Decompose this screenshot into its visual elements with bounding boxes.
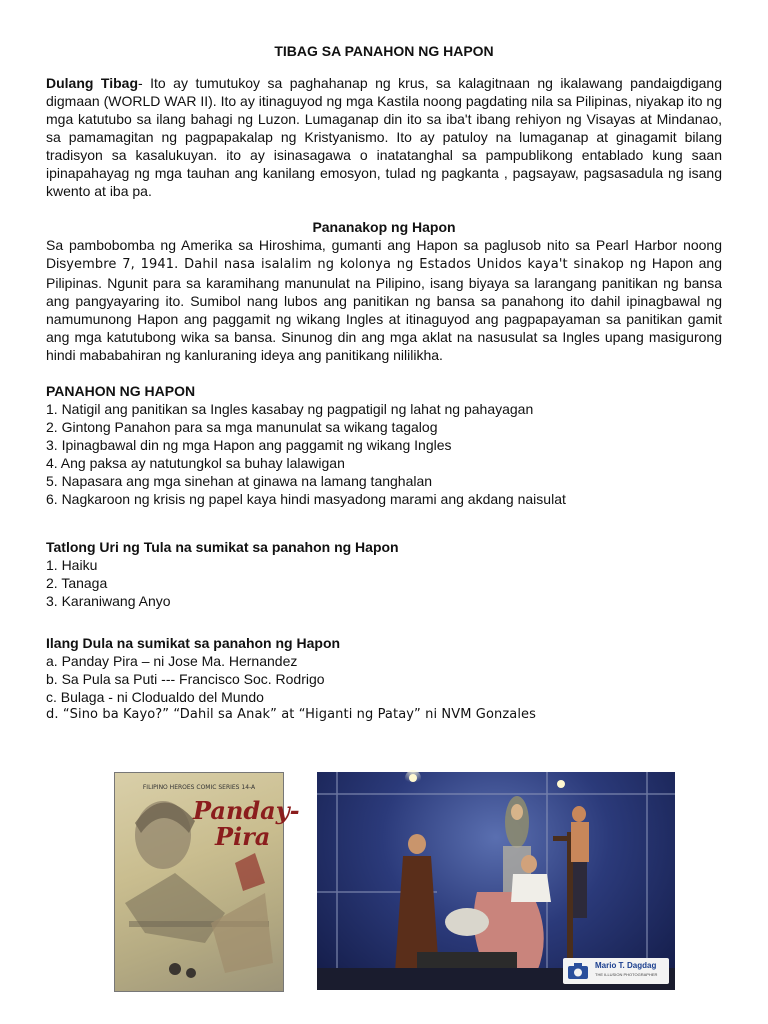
list-item: c. Bulaga - ni Clodualdo del Mundo: [46, 689, 264, 705]
list-item: d. “Sino ba Kayo?” “Dahil sa Anak” at “Higanti ng Patay” ni NVM Gonzales: [46, 707, 537, 722]
pananakop-heading: Pananakop ng Hapon: [312, 219, 456, 235]
panahon-heading: PANAHON NG HAPON: [46, 383, 196, 399]
list-item: 4. Ang paksa ay natutungkol sa buhay lalawigan: [46, 455, 345, 471]
list-item: 3. Ipinagbawal din ng mga Hapon ang paggamit ng wikang Ingles: [46, 437, 452, 453]
intro-text: - Ito ay tumutukoy sa paghahanap ng krus, sa kalagitnaan ng ikalawang pandaigdigang digmaan (WORLD WAR II). Ito ay itinaguyod ng mga Kastila noong pagdating nila sa Pilipinas, niyakap ito ng mga katutubo sa ilang bahagi ng Luzon. Lumaganap din ito sa iba't ibang rehiyon ng Visayas at Mindanao, sa pamamagitan ng pagpapakalap ng Kristyanismo. Ito ay patuloy na lumaganap at ginagamit bilang tradisyon sa kasalukuyan. ito ay isinasagawa o inatatanghal sa pampublikong entablado kung saan ipinapahayag ng mga tauhan ang kanilang emosyon, tulad ng pagkanta , pagsayaw, pagsasadula ng isang kwento at iba pa.: [46, 75, 722, 199]
page-title: TIBAG SA PANAHON NG HAPON: [274, 43, 494, 59]
camera-logo-icon: [567, 961, 589, 981]
photographer-tagline: THE ILLUSION PHOTOGRAPHER: [595, 972, 658, 977]
list-item: 3. Karaniwang Anyo: [46, 593, 171, 609]
pananakop-text-c: Hapon ang Pilipinas. Ngunit para sa karamihang manunulat na Pilipino, isang biyaya sa larangang panitikan ng bansa ang pangyayaring ito. Sumibol nang lubos ang panitikan ng bansa sa panahong ito dahil ipinagbawal ng namumunong Hapon ang paggamit ng wikang Ingles at itinaguyod ang pagpapayaman sa panitikan gamit ang mga katutubong wika sa bansa. Sinunog din ang mga aklat na nasusulat sa Ingles upang masigurong hindi mababahiran ng kanluraning ideya ang panitikang nililikha.: [46, 255, 722, 363]
pananakop-text-a: Sa pambobomba ng Amerika sa Hiroshima, gumanti ang Hapon sa paglusob nito sa Pearl Harbor noong Dis: [46, 237, 722, 271]
list-item: 6. Nagkaroon ng krisis ng papel kaya hindi masyadong marami ang akdang naisulat: [46, 491, 566, 507]
list-item: 1. Haiku: [46, 557, 98, 573]
stage-play-photo: [317, 772, 675, 990]
list-item: a. Panday Pira – ni Jose Ma. Hernandez: [46, 653, 298, 669]
list-item: 1. Natigil ang panitikan sa Ingles kasabay ng pagpatigil ng lahat ng pahayagan: [46, 401, 534, 417]
photo-credit: [563, 958, 669, 984]
list-item: 2. Tanaga: [46, 575, 108, 591]
pananakop-text-b: yembre 7, 1941. Dahil nasa isalalim ng kolonya ng Estados Unidos kaya't sinakop ng: [66, 257, 647, 272]
comic-title-line1: Panday-: [193, 796, 300, 825]
tula-heading: Tatlong Uri ng Tula na sumikat sa panahon ng Hapon: [46, 539, 399, 555]
list-item: 5. Napasara ang mga sinehan at ginawa na lamang tanghalan: [46, 473, 433, 489]
comic-series-label: FILIPINO HEROES COMIC SERIES 14-A: [142, 784, 256, 791]
list-item: 2. Gintong Panahon para sa mga manunulat sa wikang tagalog: [46, 419, 438, 435]
pananakop-paragraph: [46, 236, 722, 364]
comic-title-line2: Pira: [215, 822, 271, 851]
tula-list: [46, 556, 722, 610]
photographer-name: Mario T. Dagdag: [595, 961, 657, 970]
panahon-list: [46, 400, 722, 508]
panday-pira-comic-cover: [114, 772, 300, 992]
intro-paragraph: [46, 74, 722, 200]
dula-heading: Ilang Dula na sumikat sa panahon ng Hapon: [46, 635, 341, 651]
intro-term: Dulang Tibag: [46, 75, 138, 91]
dula-list: [46, 652, 722, 724]
document-body: [46, 42, 722, 724]
list-item: b. Sa Pula sa Puti --- Francisco Soc. Rodrigo: [46, 671, 325, 687]
